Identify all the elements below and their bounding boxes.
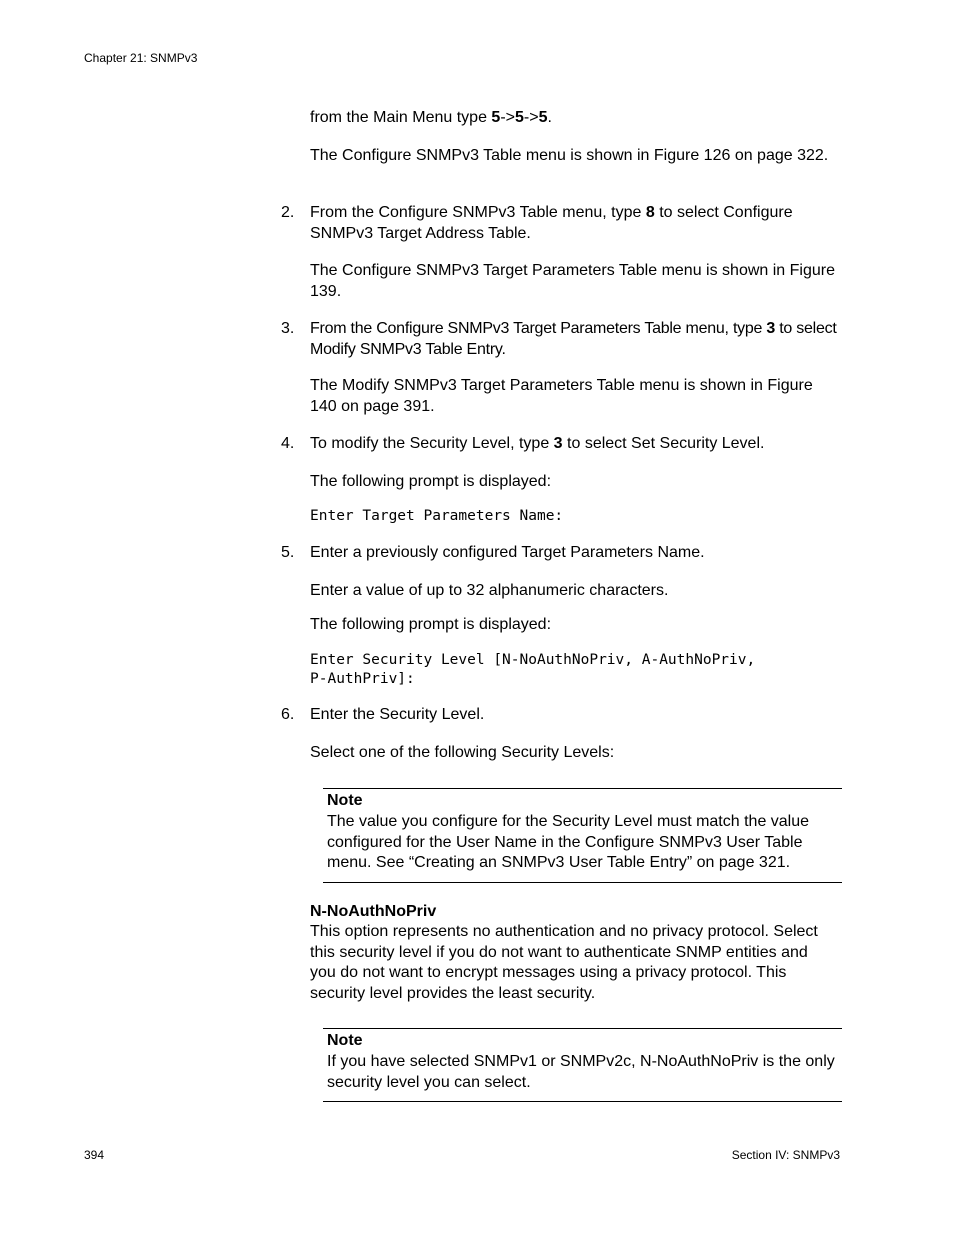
value-paragraph: Enter a value of up to 32 alphanumeric characters.: [310, 582, 669, 599]
menu-key: 3: [553, 435, 563, 452]
select-paragraph: Select one of the following Security Levels:: [310, 744, 615, 761]
note-top-rule: [323, 788, 842, 789]
step-number: 5.: [281, 544, 295, 561]
menu-key: 3: [766, 320, 776, 337]
security-level-heading: N-NoAuthNoPriv: [310, 903, 437, 920]
step-text: To modify the Security Level, type: [310, 435, 554, 452]
step-4-text: [310, 434, 845, 455]
step-5-text: Enter a previously configured Target Parameters Name.: [310, 544, 705, 561]
note-bottom-rule: [323, 1101, 842, 1102]
intro-paragraph: [310, 108, 840, 129]
menu-separator: ->: [500, 109, 515, 126]
running-footer: Section IV: SNMPv3: [731, 1148, 840, 1162]
prompt-paragraph: The following prompt is displayed:: [310, 616, 552, 633]
note-text: The value you configure for the Security Level must match the value configured for the User Name in the Configure SNMPv3 User Table menu. See “Creating an SNMPv3 User Table Entry” on page 321.: [327, 813, 810, 871]
menu-key: 5: [491, 109, 501, 126]
security-level-description: This option represents no authentication and no privacy protocol. Select this security level if you do not want to authenticate SNMP entities and you do not want to encrypt messages using a privacy protocol. This security level provides the least security.: [310, 923, 818, 1002]
step-2-text: [310, 203, 845, 244]
step-text: to select Modify SNMPv3 Table Entry.: [310, 320, 837, 358]
config-menu-paragraph: The Configure SNMPv3 Table menu is shown in Figure 126 on page 322.: [310, 147, 829, 164]
step-number: 3.: [281, 320, 295, 337]
modify-paragraph: The Modify SNMPv3 Target Parameters Table menu is shown in Figure 140 on page 391.: [310, 377, 813, 415]
code-prompt: Enter Security Level [N-NoAuthNoPriv, A-AuthNoPriv,: [310, 652, 756, 668]
step-3-text: [310, 319, 845, 360]
menu-key: 8: [645, 204, 655, 221]
intro-end: .: [547, 109, 552, 126]
menu-key: 5: [538, 109, 548, 126]
step-number: 6.: [281, 706, 295, 723]
menu-key: 5: [515, 109, 524, 126]
code-prompt: Enter Target Parameters Name:: [310, 508, 564, 524]
note-text: If you have selected SNMPv1 or SNMPv2c, N-NoAuthNoPriv is the only security level you can select.: [327, 1053, 835, 1091]
target-params-paragraph: The Configure SNMPv3 Target Parameters Table menu is shown in Figure 139.: [310, 262, 835, 300]
step-text: to select Set Security Level.: [562, 435, 765, 452]
step-6-text: Enter the Security Level.: [310, 706, 485, 723]
page-number: 394: [84, 1148, 105, 1162]
note-top-rule: [323, 1028, 842, 1029]
step-text: From the Configure SNMPv3 Target Parameters Table menu, type: [310, 320, 767, 337]
step-text: to select Configure SNMPv3 Target Address Table.: [310, 204, 793, 242]
step-number: 4.: [281, 435, 295, 452]
intro-text: from the Main Menu type: [310, 109, 492, 126]
menu-separator: ->: [523, 109, 539, 126]
note-title: Note: [327, 1032, 363, 1049]
running-header: Chapter 21: SNMPv3: [84, 51, 198, 65]
code-prompt: P-AuthPriv]:: [310, 671, 415, 687]
prompt-paragraph: The following prompt is displayed:: [310, 473, 552, 490]
note-title: Note: [327, 792, 363, 809]
step-number: 2.: [281, 204, 295, 221]
note-bottom-rule: [323, 882, 842, 883]
step-text: From the Configure SNMPv3 Table menu, type: [310, 204, 646, 221]
